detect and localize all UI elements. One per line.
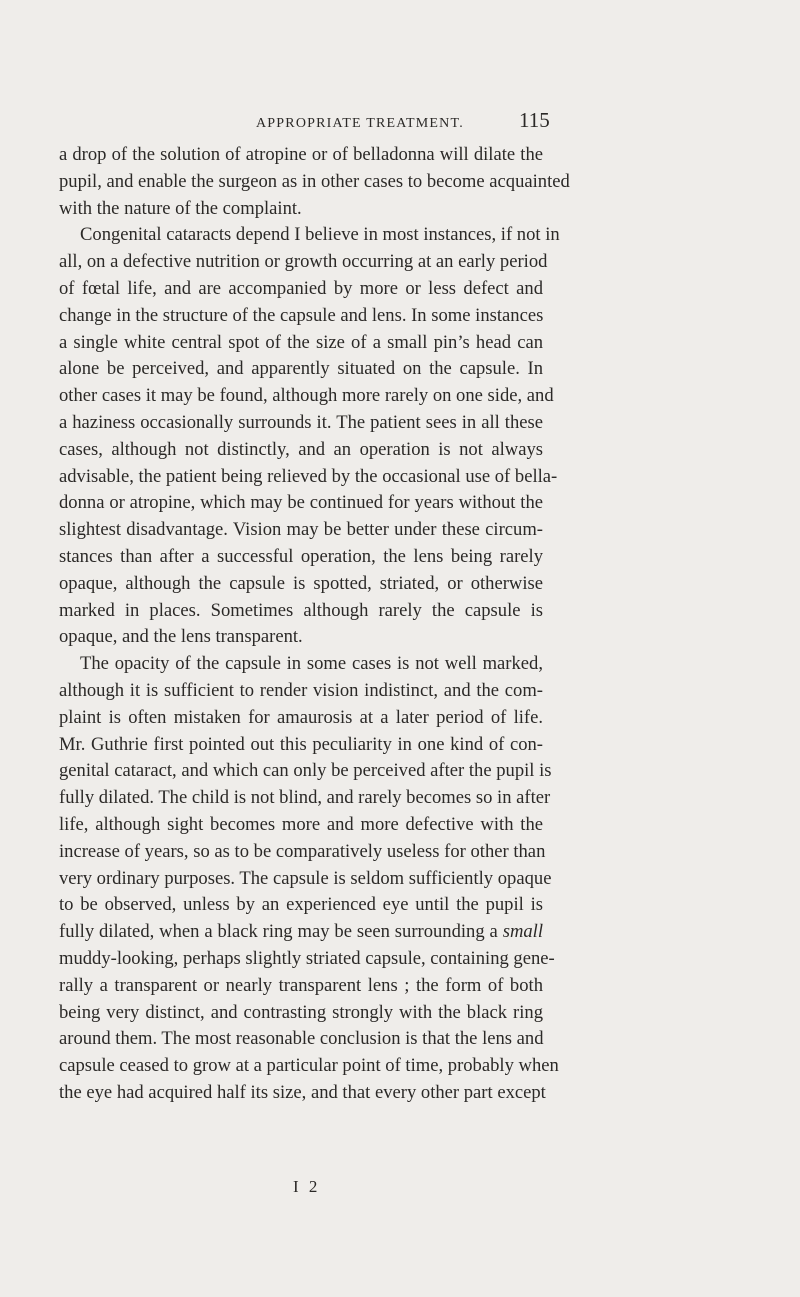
text-line (59, 517, 543, 544)
text-line-content: to be observed, unless by an experienced eye until the pupil is (59, 894, 543, 916)
text-line-content: donna or atropine, which may be continued for years without the (59, 492, 543, 514)
text-line (59, 624, 543, 651)
text-line (59, 919, 543, 946)
text-line (59, 490, 543, 517)
text-line (59, 651, 543, 678)
text-line-content: being very distinct, and contrasting strongly with the black ring (59, 1001, 543, 1023)
text-line-content: change in the structure of the capsule and lens. In some instances (59, 304, 544, 326)
text-line-content: slightest disadvantage. Vision may be better under these circum- (59, 519, 543, 541)
text-line (59, 758, 552, 785)
text-line (59, 464, 558, 491)
text-line (59, 866, 552, 893)
text-line (59, 839, 546, 866)
text-line (59, 410, 543, 437)
text-line-content: Congenital cataracts depend I believe in most instances, if not in (80, 224, 560, 246)
text-line-content: although it is sufficient to render vision indistinct, and the com- (59, 679, 543, 701)
body-text (59, 142, 570, 1107)
text-line (59, 946, 555, 973)
text-line (59, 169, 570, 196)
text-line-content: plaint is often mistaken for amaurosis at a later period of life. (59, 706, 543, 728)
text-line-content: marked in places. Sometimes although rarely the capsule is (59, 599, 543, 621)
text-line-content: pupil, and enable the surgeon as in other cases to become acquainted (59, 170, 570, 192)
text-line-content: The opacity of the capsule in some cases is not well marked, (80, 653, 543, 675)
text-line (59, 812, 543, 839)
text-line-content: cases, although not distinctly, and an operation is not always (59, 438, 543, 460)
text-line (59, 303, 543, 330)
text-line (59, 383, 554, 410)
text-line (59, 437, 543, 464)
signature-mark: I 2 (293, 1177, 321, 1196)
text-line (59, 222, 560, 249)
text-line (59, 598, 543, 625)
text-line-content: opaque, and the lens transparent. (59, 626, 303, 648)
text-line (59, 785, 551, 812)
text-line-content: Mr. Guthrie first pointed out this peculiarity in one kind of con- (59, 733, 543, 755)
text-line-content: a haziness occasionally surrounds it. The patient sees in all these (59, 411, 543, 433)
text-line (59, 705, 543, 732)
text-line (59, 142, 543, 169)
text-line-content: stances than after a successful operation, the lens being rarely (59, 545, 543, 567)
text-line-content: a drop of the solution of atropine or of belladonna will dilate the (59, 144, 543, 165)
text-line (59, 356, 543, 383)
page-number: 115 (519, 108, 550, 132)
text-line (59, 732, 543, 759)
text-line-content: of fœtal life, and are accompanied by more or less defect and (59, 277, 543, 299)
text-line-content: with the nature of the complaint. (59, 197, 302, 219)
text-line-content: around them. The most reasonable conclusion is that the lens and (59, 1028, 544, 1050)
text-line (59, 330, 543, 357)
text-line-content: advisable, the patient being relieved by the occasional use of bella- (59, 465, 558, 487)
text-line-content: rally a transparent or nearly transparent lens ; the form of both (59, 974, 543, 996)
text-line (59, 276, 543, 303)
text-line (59, 1000, 543, 1027)
text-line (59, 892, 543, 919)
text-line-content: muddy-looking, perhaps slightly striated capsule, containing gene- (59, 947, 555, 969)
text-line-content: capsule ceased to grow at a particular point of time, probably when (59, 1055, 559, 1077)
page-header (0, 108, 800, 138)
text-line (59, 973, 543, 1000)
text-line (59, 1053, 559, 1080)
text-line-content: alone be perceived, and apparently situated on the capsule. In (59, 358, 543, 380)
text-line-content: a single white central spot of the size of a small pin’s head can (59, 331, 543, 353)
text-line (59, 196, 543, 223)
text-line-content: the eye had acquired half its size, and that every other part except (59, 1081, 546, 1103)
text-line (59, 571, 543, 598)
text-line (59, 678, 543, 705)
text-line (59, 544, 543, 571)
running-head: APPROPRIATE TREATMENT. (256, 116, 464, 131)
text-line-content: life, although sight becomes more and more defective with the (59, 813, 543, 835)
text-line-content: opaque, although the capsule is spotted, striated, or otherwise (59, 572, 543, 594)
text-line-content: all, on a defective nutrition or growth occurring at an early period (59, 251, 548, 273)
text-line (59, 249, 548, 276)
text-line-content: fully dilated, when a black ring may be seen surrounding a (59, 921, 503, 943)
text-line-content: very ordinary purposes. The capsule is seldom sufficiently opaque (59, 867, 552, 889)
text-line-content: fully dilated. The child is not blind, and rarely becomes so in after (59, 787, 551, 809)
text-line (59, 1080, 546, 1107)
text-line-content: genital cataract, and which can only be perceived after the pupil is (59, 760, 552, 782)
italic-word: small (502, 921, 543, 943)
text-line-content: increase of years, so as to be comparatively useless for other than (59, 840, 546, 862)
text-line-content: other cases it may be found, although more rarely on one side, and (59, 385, 554, 407)
text-line (59, 1026, 543, 1053)
